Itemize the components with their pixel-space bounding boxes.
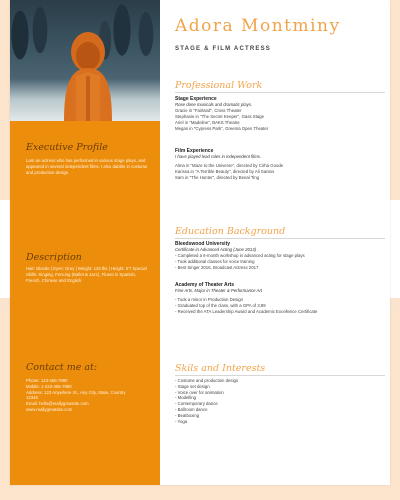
contact-website[interactable]: www.reallygreatsite.com xyxy=(26,406,73,412)
film-experience-section xyxy=(175,148,385,181)
school-certificate: Certificate in Advanced Acting (June 2013) xyxy=(175,247,257,253)
list-item: - Yoga xyxy=(175,418,188,424)
list-item: - Beatboxing xyxy=(175,412,200,418)
contact-mobile: Mobile: 1-223-456-7890 xyxy=(26,383,72,389)
school-name: Academy of Theater Arts xyxy=(175,282,234,288)
executive-profile-heading: Executive Profile xyxy=(26,142,108,153)
list-item: - Modelling xyxy=(175,395,197,401)
school-name: Bleedswood University xyxy=(175,241,231,247)
list-item: Sam in "The Hunter", directed by Benal Ting xyxy=(175,175,260,180)
divider xyxy=(175,375,385,376)
stage-experience-section xyxy=(175,96,385,132)
profile-photo xyxy=(10,0,160,121)
description-heading: Description xyxy=(26,252,82,263)
main-column xyxy=(160,0,390,485)
list-item: - Ballroom dance xyxy=(175,406,208,412)
contact-phone: Phone: 123-456-7890 xyxy=(26,378,68,383)
executive-profile-text: Lam an actress who has performed in various stage plays, and appeared in several independent films. I also dabble in costume and production design. xyxy=(26,158,148,175)
professional-work-heading: Professional Work xyxy=(175,80,263,91)
film-experience-heading: Film Experience xyxy=(175,148,214,154)
education-heading: Education Background xyxy=(175,226,286,237)
education-school-1 xyxy=(175,241,385,271)
list-item: Karissa in "A Terrible Beauty", directed by Ali Santos xyxy=(175,169,275,175)
skills-heading: Skils and Interests xyxy=(175,363,266,374)
stage-experience-summary: Rose done musicals and dramatic plays. xyxy=(175,102,253,108)
contact-heading: Contact me at: xyxy=(26,362,98,373)
list-item: - Stage set design xyxy=(175,383,210,389)
contact-details xyxy=(26,378,150,413)
list-item: - Costume and production design xyxy=(175,378,239,383)
list-item: - Received the ATA Leadership Award and Academic Excellence Certificate xyxy=(175,309,318,314)
stage-experience-heading: Stage Experience xyxy=(175,96,217,102)
education-school-2 xyxy=(175,282,385,315)
list-item: - Best Singer 2016, Broadcast Actress 2017 xyxy=(175,265,259,270)
list-item: - Contemporary dance xyxy=(175,401,218,407)
list-item: - Graduated top of the class, with a GPA of 3.89 xyxy=(175,303,266,309)
resume-page xyxy=(10,0,390,485)
person-in-orange-hood-photo xyxy=(56,26,120,121)
list-item: Megan in "Cypress Park", Greema Open Theater xyxy=(175,125,269,131)
list-item: - Took a minor in Production Design xyxy=(175,297,243,303)
contact-address: Address: 123 Anywhere St., Any City, State, Country xyxy=(26,389,126,395)
skills-list xyxy=(175,378,385,424)
divider xyxy=(175,238,385,239)
film-experience-summary: I have played lead roles in independent films. xyxy=(175,154,261,160)
divider xyxy=(175,92,385,93)
list-item: Alma in "Maze to the Universe", directed by Cirha Goode xyxy=(175,163,284,169)
candidate-title: STAGE & FILM ACTRESS xyxy=(175,46,271,52)
left-sidebar xyxy=(10,0,160,485)
list-item: Ariel in "Madeline", BAKS Theatre xyxy=(175,120,240,125)
list-item: - Voice over for animation xyxy=(175,389,224,395)
contact-zip: 12345 xyxy=(26,395,38,401)
list-item: - Took additional classes for voice training xyxy=(175,259,255,265)
description-text: Hair: Blonde | Eyes: Grey | Weight: 128 lbs | Height: 5'7 Special Skills: Singing, Fencing (Ballet & Jazz), Fluent in Spanish, French, Chinese and English. xyxy=(26,266,147,283)
list-item: - Completed a 6-month workshop in advanced acting for stage plays xyxy=(175,253,305,259)
contact-email[interactable]: Email: hello@reallygreatsite.com xyxy=(26,401,89,407)
list-item: Gracie in "Fairland", Cross Theater xyxy=(175,108,242,114)
school-certificate: Fine Arts, Major in Theater & Performance Art xyxy=(175,288,263,294)
candidate-name: Adora Montminy xyxy=(175,16,341,36)
list-item: Stephanie in "The Secret Keeper", Gass Stage xyxy=(175,114,265,120)
